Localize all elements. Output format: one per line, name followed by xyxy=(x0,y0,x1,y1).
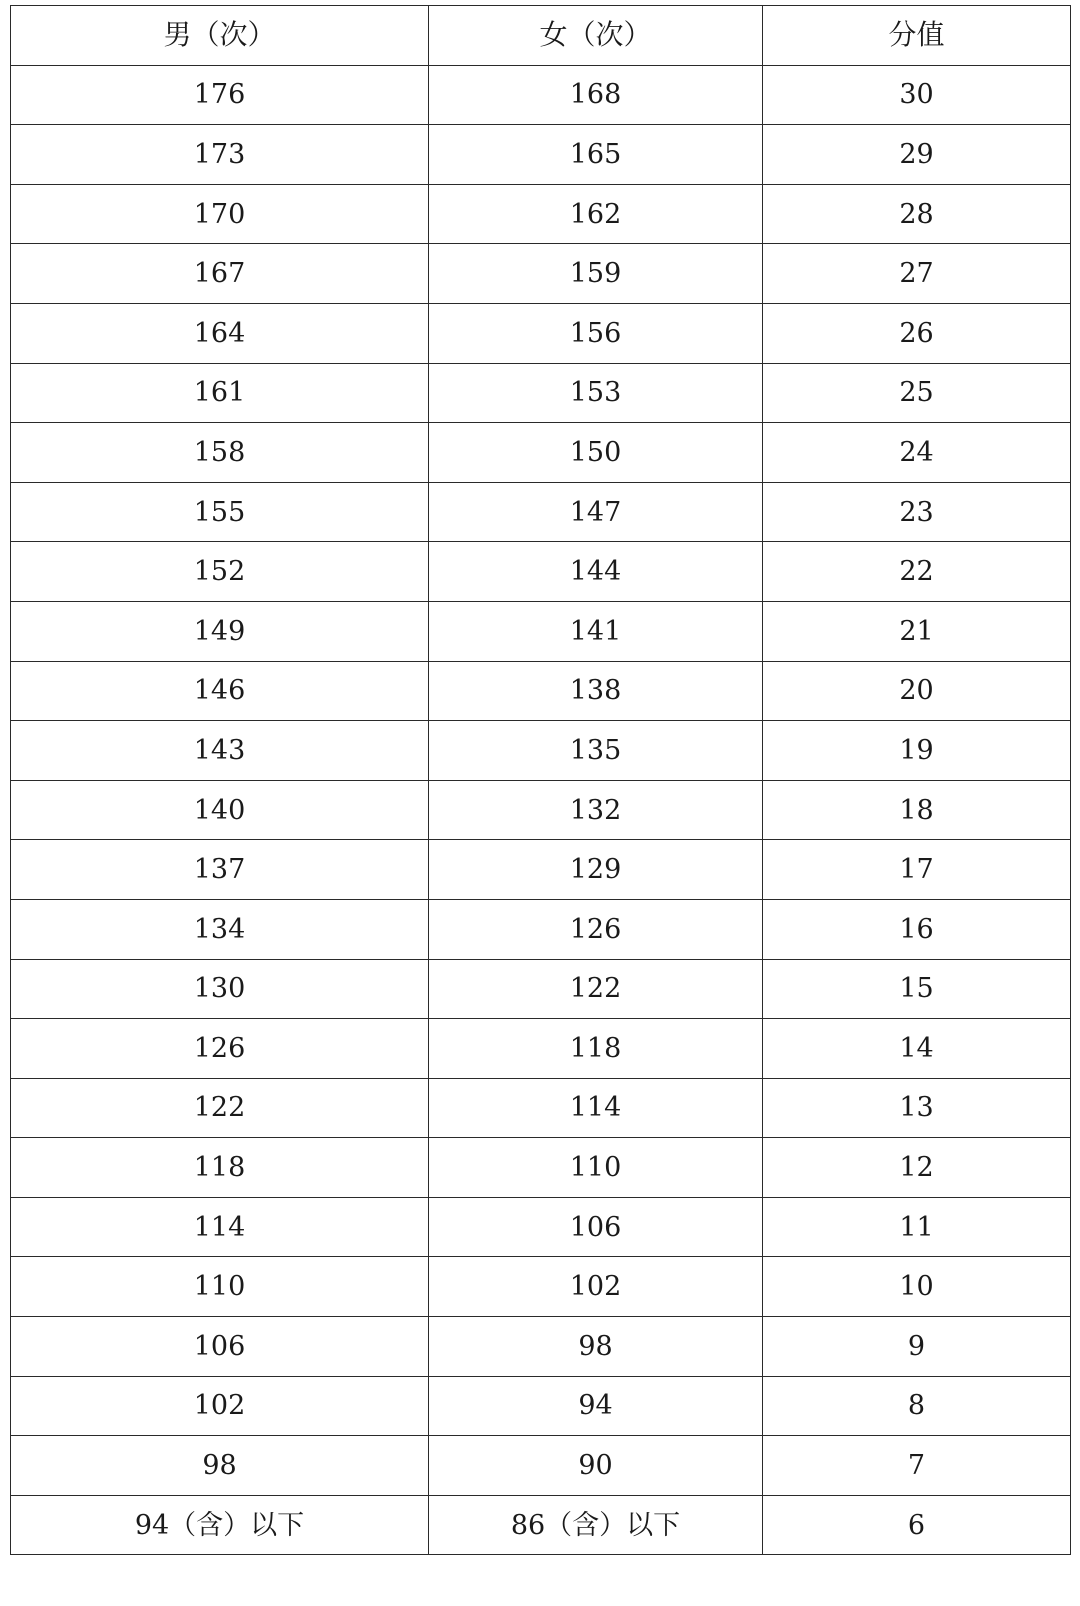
table-row xyxy=(11,661,1071,721)
score-cell: 19 xyxy=(763,721,1071,781)
female-count-cell: 86（含）以下 xyxy=(429,1495,763,1555)
table-row xyxy=(11,1197,1071,1257)
header-row xyxy=(11,6,1071,66)
female-count-cell: 126 xyxy=(429,899,763,959)
score-cell: 9 xyxy=(763,1317,1071,1377)
table-row xyxy=(11,899,1071,959)
female-count-cell: 98 xyxy=(429,1317,763,1377)
male-count-cell: 137 xyxy=(11,840,429,900)
header-male-count: 男（次） xyxy=(11,6,429,66)
score-cell: 13 xyxy=(763,1078,1071,1138)
female-count-cell: 144 xyxy=(429,542,763,602)
table-row xyxy=(11,840,1071,900)
male-count-cell: 118 xyxy=(11,1138,429,1198)
female-count-cell: 118 xyxy=(429,1019,763,1079)
table-row xyxy=(11,1078,1071,1138)
female-count-cell: 141 xyxy=(429,601,763,661)
male-count-cell: 134 xyxy=(11,899,429,959)
male-count-cell: 146 xyxy=(11,661,429,721)
female-count-cell: 132 xyxy=(429,780,763,840)
table-row xyxy=(11,1376,1071,1436)
male-count-cell: 94（含）以下 xyxy=(11,1495,429,1555)
male-count-cell: 143 xyxy=(11,721,429,781)
male-count-cell: 176 xyxy=(11,65,429,125)
male-count-cell: 164 xyxy=(11,303,429,363)
score-cell: 12 xyxy=(763,1138,1071,1198)
score-cell: 29 xyxy=(763,125,1071,185)
male-count-cell: 98 xyxy=(11,1436,429,1496)
male-count-cell: 155 xyxy=(11,482,429,542)
score-cell: 27 xyxy=(763,244,1071,304)
table-body xyxy=(11,65,1071,1555)
table-row xyxy=(11,959,1071,1019)
female-count-cell: 129 xyxy=(429,840,763,900)
score-cell: 18 xyxy=(763,780,1071,840)
male-count-cell: 106 xyxy=(11,1317,429,1377)
male-count-cell: 140 xyxy=(11,780,429,840)
male-count-cell: 167 xyxy=(11,244,429,304)
table-row xyxy=(11,1019,1071,1079)
score-cell: 7 xyxy=(763,1436,1071,1496)
female-count-cell: 102 xyxy=(429,1257,763,1317)
female-count-cell: 122 xyxy=(429,959,763,1019)
female-count-cell: 94 xyxy=(429,1376,763,1436)
table-row xyxy=(11,542,1071,602)
female-count-cell: 165 xyxy=(429,125,763,185)
female-count-cell: 156 xyxy=(429,303,763,363)
male-count-cell: 130 xyxy=(11,959,429,1019)
table-row xyxy=(11,780,1071,840)
female-count-cell: 110 xyxy=(429,1138,763,1198)
table-row xyxy=(11,1436,1071,1496)
male-count-cell: 152 xyxy=(11,542,429,602)
score-cell: 8 xyxy=(763,1376,1071,1436)
male-count-cell: 161 xyxy=(11,363,429,423)
table-row xyxy=(11,721,1071,781)
male-count-cell: 158 xyxy=(11,423,429,483)
male-count-cell: 170 xyxy=(11,184,429,244)
female-count-cell: 90 xyxy=(429,1436,763,1496)
table-row xyxy=(11,244,1071,304)
score-cell: 25 xyxy=(763,363,1071,423)
table-row xyxy=(11,1257,1071,1317)
score-cell: 10 xyxy=(763,1257,1071,1317)
table-row xyxy=(11,601,1071,661)
male-count-cell: 173 xyxy=(11,125,429,185)
score-cell: 17 xyxy=(763,840,1071,900)
male-count-cell: 114 xyxy=(11,1197,429,1257)
table-row xyxy=(11,184,1071,244)
score-cell: 16 xyxy=(763,899,1071,959)
female-count-cell: 106 xyxy=(429,1197,763,1257)
score-cell: 20 xyxy=(763,661,1071,721)
table-row xyxy=(11,1317,1071,1377)
female-count-cell: 168 xyxy=(429,65,763,125)
score-cell: 24 xyxy=(763,423,1071,483)
score-cell: 28 xyxy=(763,184,1071,244)
score-cell: 23 xyxy=(763,482,1071,542)
female-count-cell: 138 xyxy=(429,661,763,721)
header-female-count: 女（次） xyxy=(429,6,763,66)
table-row xyxy=(11,1495,1071,1555)
score-cell: 21 xyxy=(763,601,1071,661)
score-cell: 6 xyxy=(763,1495,1071,1555)
table-row xyxy=(11,363,1071,423)
score-cell: 30 xyxy=(763,65,1071,125)
score-cell: 26 xyxy=(763,303,1071,363)
male-count-cell: 102 xyxy=(11,1376,429,1436)
female-count-cell: 162 xyxy=(429,184,763,244)
male-count-cell: 110 xyxy=(11,1257,429,1317)
score-cell: 14 xyxy=(763,1019,1071,1079)
female-count-cell: 159 xyxy=(429,244,763,304)
male-count-cell: 126 xyxy=(11,1019,429,1079)
table-row xyxy=(11,303,1071,363)
male-count-cell: 122 xyxy=(11,1078,429,1138)
female-count-cell: 150 xyxy=(429,423,763,483)
female-count-cell: 153 xyxy=(429,363,763,423)
table-row xyxy=(11,482,1071,542)
male-count-cell: 149 xyxy=(11,601,429,661)
table-row xyxy=(11,65,1071,125)
table-row xyxy=(11,1138,1071,1198)
female-count-cell: 135 xyxy=(429,721,763,781)
score-cell: 15 xyxy=(763,959,1071,1019)
score-table xyxy=(10,5,1071,1555)
female-count-cell: 147 xyxy=(429,482,763,542)
score-cell: 22 xyxy=(763,542,1071,602)
table-row xyxy=(11,423,1071,483)
female-count-cell: 114 xyxy=(429,1078,763,1138)
table-row xyxy=(11,125,1071,185)
score-cell: 11 xyxy=(763,1197,1071,1257)
header-score: 分值 xyxy=(763,6,1071,66)
